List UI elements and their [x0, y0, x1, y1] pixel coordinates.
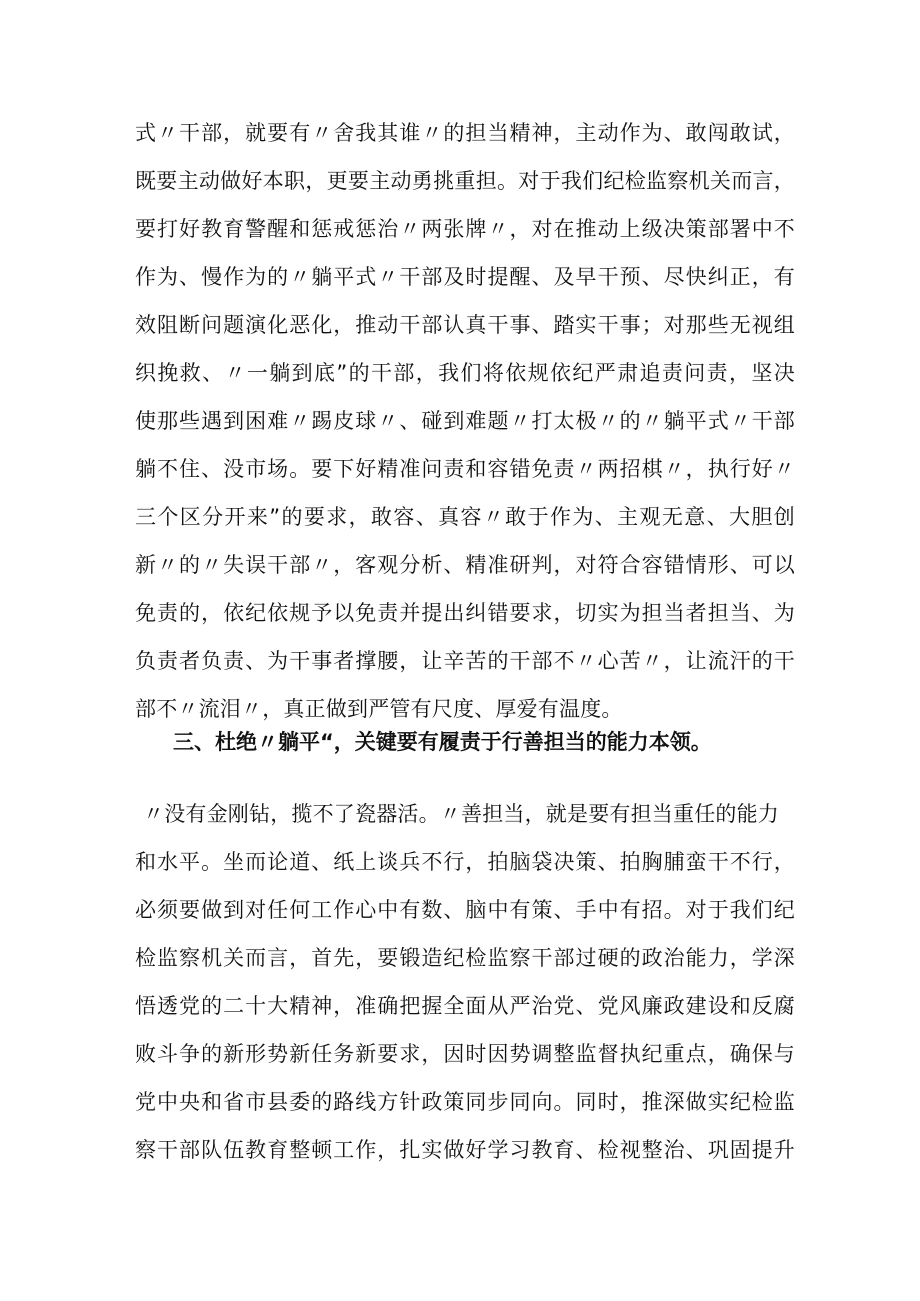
paragraph-line: 使那些遇到困难〃踢皮球〃、碰到难题〃打太极〃的〃躺平式〃干部	[135, 409, 795, 433]
paragraph-line: 部不〃流泪〃，真正做到严管有尺度、厚爱有温度。	[135, 697, 623, 721]
paragraph-line: 新〃的〃失误干部〃，客观分析、精准研判，对符合容错情形、可以	[135, 553, 795, 577]
paragraph-line: 察干部队伍教育整顿工作，扎实做好学习教育、检视整治、巩固提升	[135, 1138, 795, 1162]
paragraph-line: 党中央和省市县委的路线方针政策同步同向。同时，推深做实纪检监	[135, 1090, 795, 1114]
paragraph-line: 悟透党的二十大精神，准确把握全面从严治党、党风廉政建设和反腐	[135, 994, 795, 1018]
paragraph-line: 效阻断问题演化恶化，推动干部认真干事、踏实干事；对那些无视组	[135, 313, 795, 337]
paragraph-line: 式〃干部，就要有〃舍我其谁〃的担当精神，主动作为、敢闯敢试，	[135, 121, 795, 145]
paragraph-line: 败斗争的新形势新任务新要求，因时因势调整监督执纪重点，确保与	[135, 1042, 795, 1066]
paragraph-line: 躺不住、没市场。要下好精准问责和容错免责〃两招棋〃，执行好〃	[135, 457, 795, 481]
section-heading: 三、杜绝〃躺平“，关键要有履责于行善担当的能力本领。	[173, 730, 712, 754]
paragraph-line: 〃没有金刚钻，揽不了瓷器活。〃善担当，就是要有担当重任的能力	[143, 802, 779, 826]
paragraph-line: 必须要做到对任何工作心中有数、脑中有策、手中有招。对于我们纪	[135, 898, 795, 922]
paragraph-line: 要打好教育警醒和惩戒惩治〃两张牌〃，对在推动上级决策部署中不	[135, 217, 795, 241]
paragraph-line: 负责者负责、为干事者撑腰，让辛苦的干部不〃心苦〃，让流汗的干	[135, 649, 795, 673]
paragraph-line: 作为、慢作为的〃躺平式〃干部及时提醒、及早干预、尽快纠正，有	[135, 265, 795, 289]
paragraph-line: 检监察机关而言，首先，要锻造纪检监察干部过硬的政治能力，学深	[135, 946, 795, 970]
paragraph-line: 免责的，依纪依规予以免责并提出纠错要求，切实为担当者担当、为	[135, 601, 795, 625]
paragraph-line: 三个区分开来”的要求，敢容、真容〃敢于作为、主观无意、大胆创	[135, 505, 795, 529]
paragraph-line: 织挽救、〃一躺到底”的干部，我们将依规依纪严肃追责问责，坚决	[135, 361, 795, 385]
paragraph-line: 和水平。坐而论道、纸上谈兵不行，拍脑袋决策、拍胸脯蛮干不行，	[135, 850, 795, 874]
paragraph-line: 既要主动做好本职，更要主动勇挑重担。对于我们纪检监察机关而言，	[135, 169, 795, 193]
